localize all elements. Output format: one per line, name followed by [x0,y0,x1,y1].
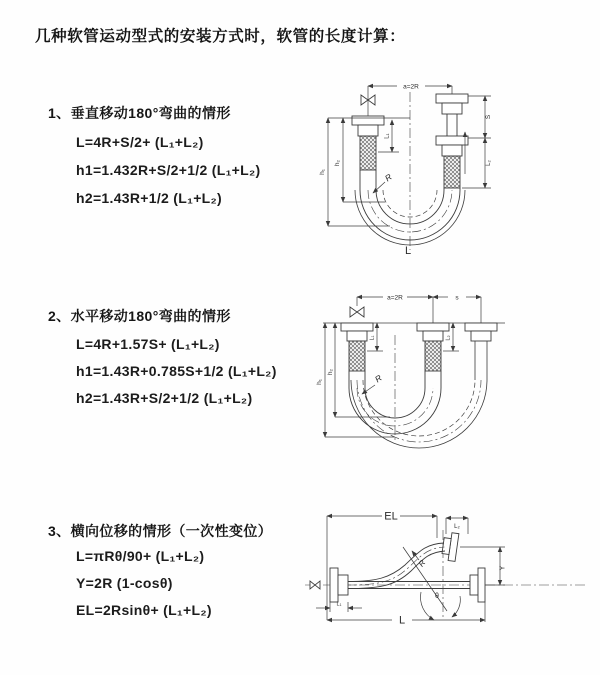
radius-leader [412,551,419,560]
formula-line: L=4R+1.57S+ (L₁+L₂) [76,336,220,352]
dim-top [357,294,481,323]
dim-label-l2: L₂ [486,160,492,166]
left-flange-connector [330,568,348,602]
dim-label-l1: L₁ [369,335,376,341]
l-dimension [327,602,485,622]
radius-label: R [416,558,428,569]
formula-line: h1=1.43R+0.785S+1/2 (L₁+L₂) [76,363,277,379]
dim-label-a2r: a=2R [387,294,403,302]
theta-angle-arrows [420,592,460,620]
radius-label: R [382,171,394,184]
section-1-heading: 1、垂直移动180°弯曲的情形 [48,105,231,121]
length-label: L [404,245,412,257]
braid-section [425,341,441,371]
diagram-lateral-displacement [300,490,595,640]
dim-label-el: EL [384,510,398,523]
left-flange-connector [352,116,384,170]
dim-label-l1: L₁ [384,133,391,139]
radius-label: R [372,372,384,385]
dim-label-s: s [455,294,459,302]
formula-line: h2=1.43R+S/2+1/2 (L₁+L₂) [76,390,253,406]
valve-icon [310,581,320,589]
formula-line: EL=2Rsinθ+ (L₁+L₂) [76,602,212,618]
formula-line: L=πRθ/90+ (L₁+L₂) [76,548,205,564]
theta-label: θ [435,593,439,600]
valve-icon [350,307,364,317]
dim-label-l2: L₂ [445,335,452,341]
dim-label-s: S [485,114,492,120]
dim-label-l2: L₂ [454,524,460,530]
section-3-heading: 3、横向位移的情形（一次性变位） [48,523,273,539]
dim-label-a2r: a=2R [403,83,419,91]
dim-label-h1: h₁ [316,379,323,385]
dim-label-h2: h₂ [334,159,341,167]
el-dimension [327,516,437,620]
right-flange-connector [436,94,468,188]
diagram-vertical-180-bend [295,70,570,260]
diagram-horizontal-180-bend [295,280,580,460]
dim-label-y: Y [499,565,507,571]
formula-line: h1=1.432R+S/2+1/2 (L₁+L₂) [76,162,261,178]
dim-label-l1: L₁ [336,601,342,608]
formula-line: Y=2R (1-cosθ) [76,575,173,591]
middle-flange-connector [417,323,449,371]
right-flange-connector [465,323,497,341]
dim-label-h2: h₂ [327,368,334,376]
right-flange-connector [470,568,485,602]
left-flange-connector [341,323,373,371]
dim-label-h1: h₁ [319,169,326,175]
braid-section [349,341,365,371]
radius-line [403,547,447,611]
length-label: L [398,614,406,627]
displaced-flange-connector [441,532,459,562]
braid-section [360,136,376,170]
hose-u-bend-shifted [351,341,487,448]
formula-line: L=4R+S/2+ (L₁+L₂) [76,134,204,150]
braid-section [444,156,460,188]
page-title: 几种软管运动型式的安装方式时，软管的长度计算： [35,28,406,45]
section-2-heading: 2、水平移动180°弯曲的情形 [48,308,231,324]
formula-line: h2=1.43R+1/2 (L₁+L₂) [76,190,223,206]
